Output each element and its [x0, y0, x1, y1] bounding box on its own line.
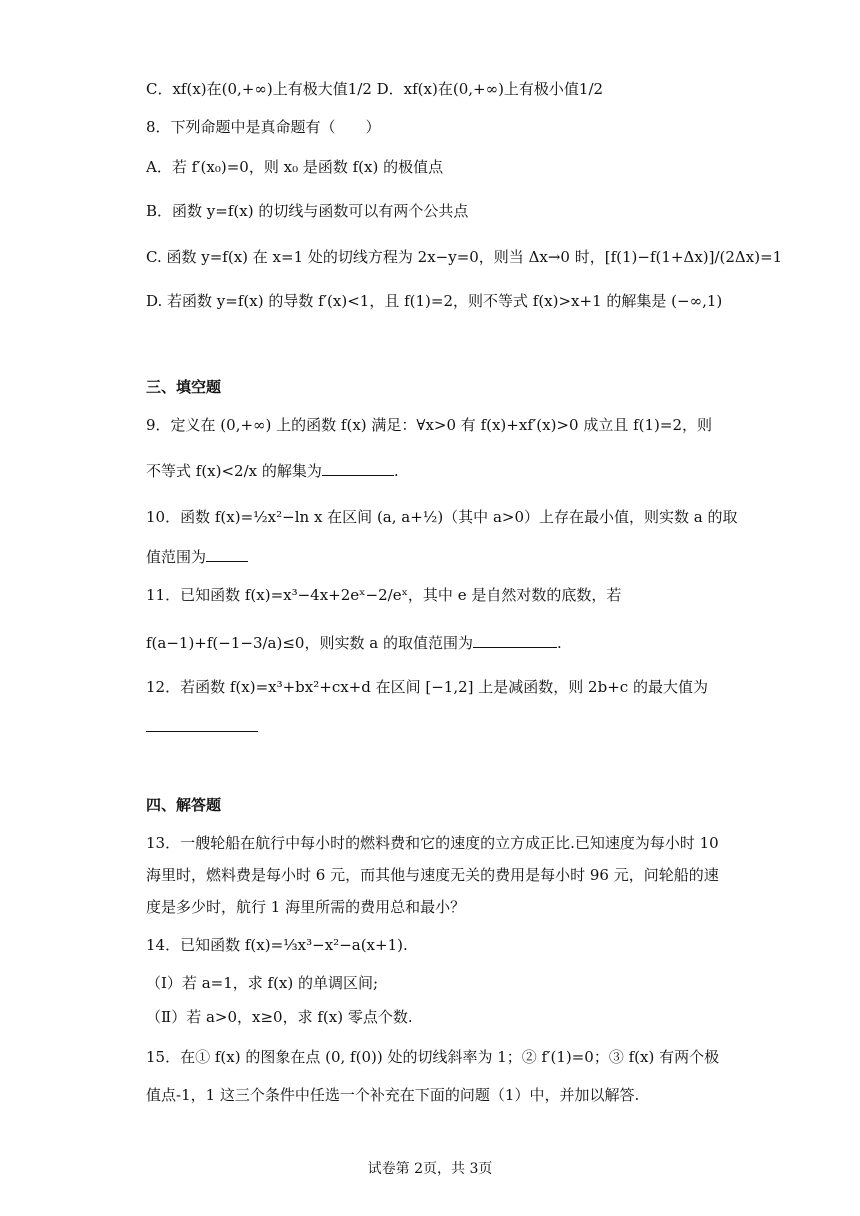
answer-blank-12[interactable] — [146, 717, 258, 732]
question-14-part1: （Ⅰ）若 a=1，求 f(x) 的单调区间; — [146, 974, 379, 992]
question-14-part2: （Ⅱ）若 a>0，x≥0，求 f(x) 零点个数. — [146, 1008, 413, 1026]
question-12-line1: 12．若函数 f(x)=x³+bx²+cx+d 在区间 [−1,2] 上是减函数，则 2b+c 的最大值为 — [146, 678, 708, 696]
question-11-end: . — [556, 634, 562, 652]
section-answer: 四、解答题 — [146, 796, 222, 814]
question-8-option-a: A．若 f′(x₀)=0，则 x₀ 是函数 f(x) 的极值点 — [146, 158, 444, 176]
question-8-option-c: C. 函数 y=f(x) 在 x=1 处的切线方程为 2x−y=0，则当 Δx→0 时，[f(1)−f(1+Δx)]/(2Δx)=1 — [146, 248, 783, 266]
question-8-option-d: D. 若函数 y=f(x) 的导数 f′(x)<1，且 f(1)=2，则不等式 f(x)>x+1 的解集是 (−∞,1) — [146, 292, 723, 310]
question-9-text: 不等式 f(x)<2/x 的解集为 — [146, 462, 322, 480]
page-footer: 试卷第 2页，共 3页 — [367, 1161, 493, 1177]
answer-blank-10[interactable] — [206, 547, 248, 562]
question-8-title: 8．下列命题中是真命题有（ ） — [146, 118, 381, 136]
question-15-line1: 15．在① f(x) 的图象在点 (0, f(0)) 处的切线斜率为 1；② f′(1)=0；③ f(x) 有两个极 — [146, 1048, 720, 1066]
question-11-line1: 11．已知函数 f(x)=x³−4x+2eˣ−2/eˣ，其中 e 是自然对数的底数，若 — [146, 586, 622, 604]
question-13-line2: 海里时，燃料费是每小时 6 元，而其他与速度无关的费用是每小时 96 元，问轮船的速 — [146, 866, 719, 884]
question-10-text: 值范围为 — [146, 548, 207, 566]
question-11-line2 — [146, 632, 562, 654]
question-10-line1: 10．函数 f(x)=½x²−ln x 在区间 (a, a+½)（其中 a>0）上存在最小值，则实数 a 的取 — [146, 508, 738, 526]
question-13-line3: 度是多少时，航行 1 海里所需的费用总和最小？ — [146, 898, 466, 916]
question-14-title: 14．已知函数 f(x)=⅓x³−x²−a(x+1). — [146, 936, 408, 954]
question-9-end: . — [393, 462, 399, 480]
question-11-text: f(a−1)+f(−1−3/a)≤0，则实数 a 的取值范围为 — [146, 634, 473, 652]
answer-blank-11[interactable] — [473, 633, 557, 648]
section-fill-in: 三、填空题 — [146, 378, 222, 396]
question-8-option-b: B．函数 y=f(x) 的切线与函数可以有两个公共点 — [146, 202, 469, 220]
option-c-d-q7: C．xf(x)在(0,+∞)上有极大值1/2 D．xf(x)在(0,+∞)上有极小值1/2 — [146, 80, 604, 98]
question-12-line2 — [146, 716, 258, 738]
question-9-line2 — [146, 460, 399, 482]
question-10-line2 — [146, 546, 248, 568]
answer-blank-9[interactable] — [322, 461, 394, 476]
question-9-line1: 9．定义在 (0,+∞) 上的函数 f(x) 满足：∀x>0 有 f(x)+xf′(x)>0 成立且 f(1)=2，则 — [146, 416, 712, 434]
question-15-line2: 值点-1，1 这三个条件中任选一个补充在下面的问题（1）中，并加以解答. — [146, 1086, 640, 1104]
question-13-line1: 13．一艘轮船在航行中每小时的燃料费和它的速度的立方成正比.已知速度为每小时 10 — [146, 834, 719, 852]
